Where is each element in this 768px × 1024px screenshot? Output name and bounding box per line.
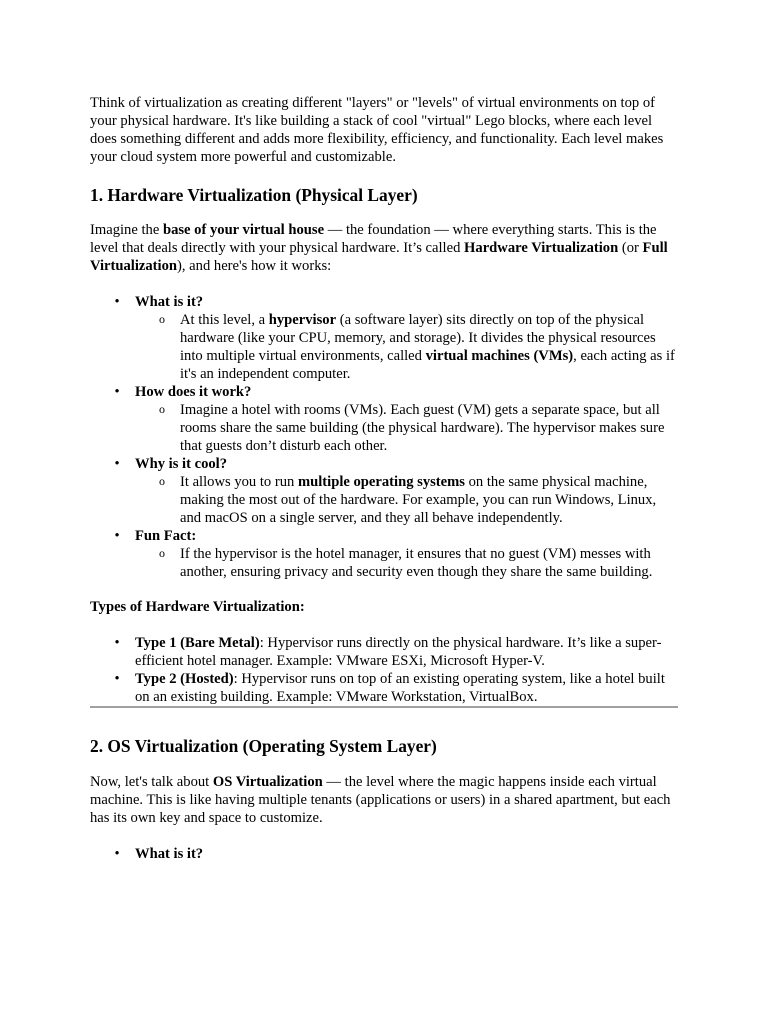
section2-paragraph: Now, let's talk about OS Virtualization — the level where the magic happens inside each virtual machine. This is like having multiple tenants (applications or users) in a shared apartment, but each has its own key and space to customize. [90,774,671,826]
list-item-label: What is it? [135,846,204,862]
type-label: Type 1 (Bare Metal) [135,635,260,651]
list-item: • Type 2 (Hosted): Hypervisor runs on top of an existing operating system, like a hotel built on an existing building. Example: VMware Workstation, VirtualBox. [135,670,678,706]
sublist [135,311,678,383]
list-item-label: Why is it cool? [135,456,228,472]
bullet-icon: • [114,456,120,472]
list-item [114,383,678,455]
list-item: • Type 1 (Bare Metal): Hypervisor runs directly on the physical hardware. It’s like a super-efficient hotel manager. Example: VMware ESXi, Microsoft Hyper-V. [135,634,678,670]
section2-list [90,845,678,863]
list-item [114,845,678,863]
types-heading: Types of Hardware Virtualization: [90,599,305,615]
list-item-label: Fun Fact: [135,528,197,544]
circle-bullet-icon: o [159,312,165,326]
bullet-icon: • [114,635,120,651]
list-item-label: How does it work? [135,384,252,400]
list-item [114,293,678,383]
bullet-icon: • [114,528,120,544]
bullet-icon: • [114,384,120,400]
horizontal-divider [90,706,678,708]
circle-bullet-icon: o [159,402,165,416]
section1-paragraph: Imagine the base of your virtual house — the foundation — where everything starts. This is the level that deals directly with your physical hardware. It’s called Hardware Virtualization (or Full Virtualization), and here's how it works: [90,222,668,274]
list-item-label: What is it? [135,294,204,310]
bullet-icon: • [114,294,120,310]
list-item [114,527,678,581]
list-item [114,455,678,527]
section2-heading: 2. OS Virtualization (Operating System Layer) [90,736,437,756]
circle-bullet-icon: o [159,474,165,488]
sublist [135,401,678,455]
types-list [90,634,678,706]
sublist-item: o At this level, a hypervisor (a software layer) sits directly on top of the physical hardware (like your CPU, memory, and storage). It divides the physical resources into multiple virtual environments, called virtual machines (VMs), each acting as if it's an independent computer. [159,312,675,382]
sublist [135,473,678,527]
bullet-icon: • [114,671,120,687]
sublist [135,545,678,581]
circle-bullet-icon: o [159,546,165,560]
intro-paragraph: Think of virtualization as creating different "layers" or "levels" of virtual environments on top of your physical hardware. It's like building a stack of cool "virtual" Lego blocks, where each level does something different and adds more flexibility, efficiency, and functionality. Each level makes your cloud system more powerful and customizable. [90,95,664,165]
section1-list [90,293,678,581]
bullet-icon: • [114,846,120,862]
sublist-item: o Imagine a hotel with rooms (VMs). Each guest (VM) gets a separate space, but all rooms share the same building (the physical hardware). The hypervisor makes sure that guests don’t disturb each other. [159,402,665,454]
sublist-item: o If the hypervisor is the hotel manager, it ensures that no guest (VM) messes with another, ensuring privacy and security even though they share the same building. [159,546,653,580]
section1-heading: 1. Hardware Virtualization (Physical Layer) [90,185,418,205]
type-label: Type 2 (Hosted) [135,671,234,687]
sublist-item: o It allows you to run multiple operating systems on the same physical machine, making the most out of the hardware. For example, you can run Windows, Linux, and macOS on a single server, and they all behave independently. [159,474,657,526]
